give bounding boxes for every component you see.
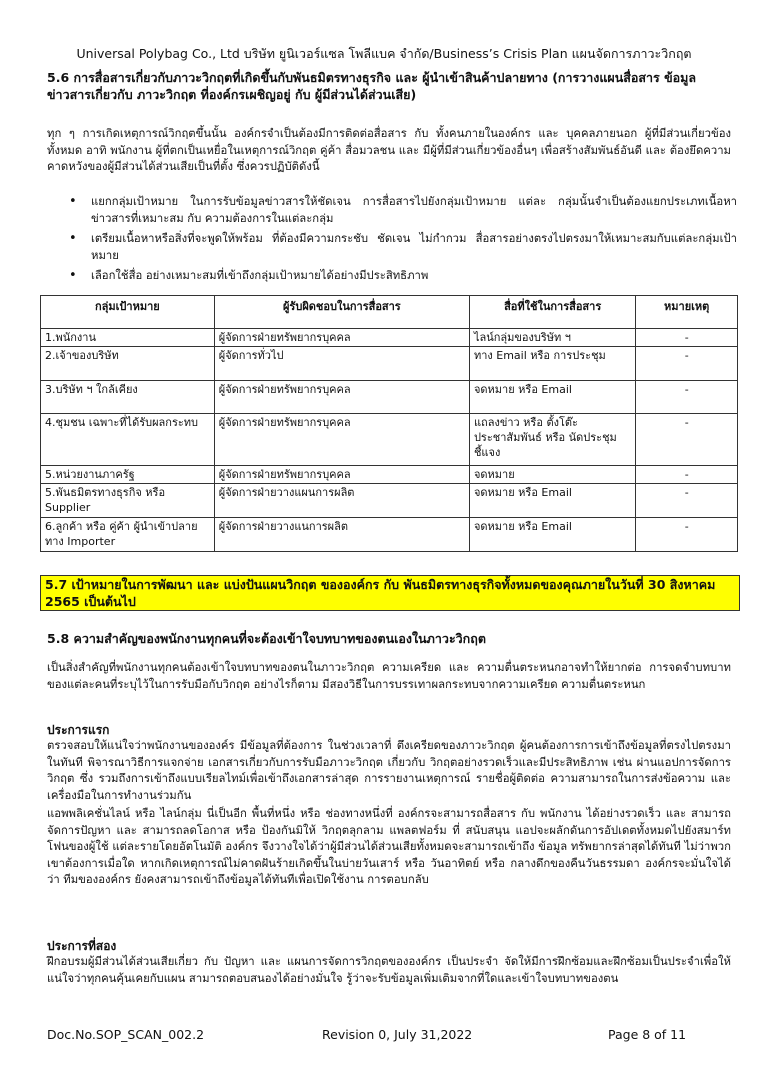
cell-responsible: ผู้จัดการฝ่ายทรัพยากรบุคคล [214,381,469,414]
first-point-paragraph-2: แอพพลิเคชั่นไลน์ หรือ ไลน์กลุ่ม นี่เป็นอีก พื้นที่หนึ่ง หรือ ช่องทางหนึ่งที่ องค์กรจะสามารถสื่อสาร กับ พนักงาน ได้อย่างรวดเร็ว และ สามารถ จัดการปัญหา และ สามารถลดโอกาส หรือ ป้องกันมิให้ วิกฤตลุกลาม แพลตฟอร์ม ที่ สนับสนุน แอปจะผลักดันการอัปเดตทั้งหมดไปยังสมาร์ทโฟนของผู้ใช้ แต่ละรายโดยอัตโนมัติ องค์กร จึงวางใจได้ว่าผู้มีส่วนได้ส่วนเสียทั้งหมดจะสามารถเข้าถึง ข้อมูล ทรัพยากรล่าสุดได้ทันที ไม่ว่าพวกเขาต้องการเมื่อใด หากเกิดเหตุการณ์ไม่คาดฝันร้ายเกิดขึ้นในบ่ายวันเสาร์ หรือ วันอาทิตย์ หรือ กลางดึกของคืนวันธรรมดา องค์กรจะมั่นใจได้ว่า ทีมขององค์กร ยังคงสามารถเข้าถึงข้อมูลได้ทันทีเพื่อเปิดใช้งาน การตอบกลับ [47,807,731,886]
cell-media: จดหมาย [469,466,635,484]
cell-media: จดหมาย หรือ Email [469,484,635,518]
first-point-paragraph-1: ตรวจสอบให้แน่ใจว่าพนักงานขององค์ร มีข้อมูลที่ต้องการ ในช่วงเวลาที่ ตึงเครียดของภาวะวิกฤต ผู้คนต้องการการเข้าถึงข้อมูลที่ตรงไปตรงมาในทันที พิจารณาวิธีการแจกจ่าย เอกสารเกี่ยวกับการรับมือภาวะวิกฤต เกี่ยวกับ วิกฤตอย่างรวดเร็วและมีประสิทธิภาพ เช่น ผ่านแอปการจัดการวิกฤต ซึ่ง รวมถึงการเข้าถึงแบบเรียลไทม์เพื่อเข้าถึงเอกสารล่าสุด การรายงานเหตุการณ์ รายชื่อผู้ติดต่อ ความสามารถในการส่งข้อความ และ เครื่องมือในการทำงานร่วมกัน [47,739,731,802]
section-5-8-intro: เป็นสิ่งสำคัญที่พนักงานทุกคนต้องเข้าใจบทบาทของตนในภาวะวิกฤต ความเครียด และ ความตื่นตระหนกอาจทำให้ยากต่อ การจดจำบทบาทของแต่ละคนที่ระบุไว้ในการรับมือกับวิกฤต อย่างไรก็ตาม มีสองวิธีในการบรรเทาผลกระทบจากความเครียด ความตื่นตระหนก [47,661,731,691]
table-row [41,381,738,414]
cell-media: แถลงข่าว หรือ ตั้งโต๊ะประชาสัมพันธ์ หรือ นัดประชุมชี้แจง [469,414,635,466]
section-5-7-title: 5.7 เป้าหมายในการพัฒนา และ แบ่งปันแผนวิกฤต ขององค์กร กับ พันธมิตรทางธุรกิจทั้งหมดของคุณภายในวันที่ 30 สิงหาคม 2565 เป็นต้นไป [40,575,740,611]
cell-target-group: 1.พนักงาน [41,329,215,347]
cell-media: จดหมาย หรือ Email [469,381,635,414]
communication-target-table [40,295,738,552]
section-5-6-intro: ทุก ๆ การเกิดเหตุการณ์วิกฤตขึ้นนั้น องค์กรจำเป็นต้องมีการติดต่อสื่อสาร กับ ทั้งคนภายในองค์กร และ บุคคลภายนอก ผู้ที่มีส่วนเกี่ยวข้องทั้งหมด อาทิ พนักงาน ผู้ที่ตกเป็นเหยื่อในเหตุการณ์วิกฤต คู่ค้า สื่อมวลชน และ มีผู้ที่มีส่วนเกี่ยวข้องอื่นๆ เพื่อสร้างสัมพันธ์อันดี และ ต้องยึดความคาดหวังของผู้มีส่วนได้ส่วนเสียเป็นที่ตั้ง ซึ่งควรปฏิบัติดังนี้ [47,127,731,173]
cell-target-group: 6.ลูกค้า หรือ คู่ค้า ผู้นำเข้าปลายทาง Importer [41,518,215,552]
second-point-heading: ประการที่สอง [47,939,117,953]
table-row [41,329,738,347]
col-header-media: สื่อที่ใช้ในการสื่อสาร [469,296,635,329]
cell-responsible: ผู้จัดการทั่วไป [214,347,469,381]
cell-remark: - [636,484,738,518]
col-header-target-group: กลุ่มเป้าหมาย [41,296,215,329]
table-header-row [41,296,738,329]
table-row [41,518,738,552]
bullet-item: • เตรียมเนื้อหาหรือสิ่งที่จะพูดให้พร้อม ที่ต้องมีความกระชับ ชัดเจน ไม่กำกวม สื่อสารอย่างตรงไปตรงมาให้เหมาะสมกับแต่ละกลุ่มเป้าหมาย [47,231,737,264]
table-row [41,466,738,484]
footer-page-number: Page 8 of 11 [608,1027,687,1042]
cell-remark: - [636,347,738,381]
cell-target-group: 5.หน่วยงานภาครัฐ [41,466,215,484]
cell-target-group: 4.ชุมชน เฉพาะที่ได้รับผลกระทบ [41,414,215,466]
first-point-heading: ประการแรก [47,723,110,737]
second-point-paragraph: ฝึกอบรมผู้มีส่วนได้ส่วนเสียเกี่ยว กับ ปัญหา และ แผนการจัดการวิกฤตขององค์กร เป็นประจำ จัดให้มีการฝึกซ้อมและฝึกซ้อมเป็นประจำเพื่อให้แน่ใจว่าทุกคนคุ้นเคยกับแผน สามารถตอบสนองได้อย่างมั่นใจ รู้ว่าจะรับข้อมูลเพิ่มเติมจากที่ใดและเข้าใจบทบาทของตน [47,955,731,985]
table-row [41,347,738,381]
cell-responsible: ผู้จัดการฝ่ายวางแนการผลิต [214,518,469,552]
cell-responsible: ผู้จัดการฝ่ายทรัพยากรบุคคล [214,414,469,466]
page-header: Universal Polybag Co., Ltd บริษัท ยูนิเวอร์แซล โพลีแบค จำกัด/Business’s Crisis Plan แผนจัดการภาวะวิกฤต [76,46,692,61]
cell-remark: - [636,329,738,347]
bullet-item: • เลือกใช้สื่อ อย่างเหมาะสมที่เข้าถึงกลุ่มเป้าหมายได้อย่างมีประสิทธิภาพ [47,268,737,285]
section-5-8-title: 5.8 ความสำคัญของพนักงานทุกคนที่จะต้องเข้าใจบทบาทของตนเองในภาวะวิกฤต [47,631,486,646]
cell-target-group: 2.เจ้าของบริษัท [41,347,215,381]
footer-doc-number: Doc.No.SOP_SCAN_002.2 [47,1027,205,1042]
cell-remark: - [636,414,738,466]
section-5-6-title: 5.6 การสื่อสารเกี่ยวกับภาวะวิกฤตที่เกิดขึ้นกับพันธมิตรทางธุรกิจ และ ผู้นำเข้าสินค้าปลายทาง (การวางแผนสื่อสาร ข้อมูลข่าวสารเกี่ยวกับ ภาวะวิกฤต ที่องค์กรเผชิญอยู่ กับ ผู้มีส่วนได้ส่วนเสีย) [47,70,697,102]
cell-responsible: ผู้จัดการฝ่ายทรัพยากรบุคคล [214,466,469,484]
cell-remark: - [636,381,738,414]
cell-target-group: 5.พันธมิตรทางธุรกิจ หรือ Supplier [41,484,215,518]
bullet-item: • แยกกลุ่มเป้าหมาย ในการรับข้อมูลข่าวสารให้ชัดเจน การสื่อสารไปยังกลุ่มเป้าหมาย แต่ละ กลุ่มนั้นจำเป็นต้องแยกประเภทเนื้อหาข่าวสารที่เหมาะสม กับ ความต้องการในแต่ละกลุ่ม [47,194,737,227]
cell-responsible: ผู้จัดการฝ่ายทรัพยากรบุคคล [214,329,469,347]
cell-remark: - [636,466,738,484]
col-header-responsible: ผู้รับผิดชอบในการสื่อสาร [214,296,469,329]
table-row [41,484,738,518]
footer-revision: Revision 0, July 31,2022 [322,1027,473,1042]
section-5-6-bullet-list [47,194,737,289]
cell-target-group: 3.บริษัท ฯ ใกล้เคียง [41,381,215,414]
cell-responsible: ผู้จัดการฝ่ายวางแผนการผลิต [214,484,469,518]
table-row [41,414,738,466]
col-header-remark: หมายเหตุ [636,296,738,329]
cell-media: ไลน์กลุ่มของบริษัท ฯ [469,329,635,347]
cell-media: จดหมาย หรือ Email [469,518,635,552]
cell-media: ทาง Email หรือ การประชุม [469,347,635,381]
cell-remark: - [636,518,738,552]
